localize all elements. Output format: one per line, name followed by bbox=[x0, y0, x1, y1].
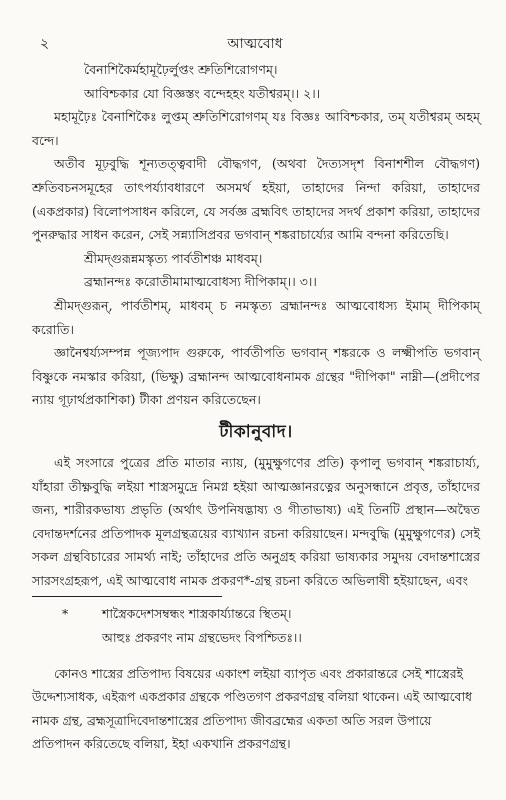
main-text bbox=[32, 58, 480, 592]
footnote-verse-line: আহুঃ প্রকরণং নাম গ্রন্থভেদং বিপশ্চিতঃ।। bbox=[102, 629, 302, 645]
footnote-verse-line: শাস্ত্রৈকদেশসম্বন্ধং শাস্ত্রকার্য্যান্তরে স্থিতম্। bbox=[102, 606, 292, 621]
page-header bbox=[32, 32, 478, 52]
bengali-explanation-paragraph: জ্ঞানৈশ্বর্য্যসম্পন্ন পূজ্যপাদ গুরুকে, পার্বতীপতি ভগবান্ শঙ্করকে ও লক্ষ্মীপতি ভগবান্ বিষ্ণুকে নমস্কার করিয়া, (ভিক্ষু) ব্রহ্মানন্দ আত্মবোধনামক গ্রন্থের "দীপিকা" নাম্নী—(প্রদীপের ন্যায় গূঢ়ার্থপ্রকাশিকা) টীকা প্রণয়ন করিতেছেন। bbox=[32, 345, 480, 408]
section-heading: টীকানুবাদ। bbox=[219, 421, 293, 442]
footnote-verse bbox=[62, 602, 480, 626]
footnote-divider bbox=[32, 596, 222, 597]
sanskrit-verse-3 bbox=[84, 247, 480, 294]
page-number: ২ bbox=[40, 36, 50, 52]
prose-order-paragraph: শ্রীমদ্‌গুরূন্, পার্বতীশম্, মাধবম্ চ নমস্কৃত্য ব্রহ্মানন্দঃ আত্মবোধস্য ইমাম্ দীপিকাম্ করোতি। bbox=[32, 297, 480, 337]
verse-line: ব্রহ্মানন্দঃ করোতীমামাত্মবোধস্য দীপিকাম্।। ৩।। bbox=[84, 274, 317, 290]
footnote-marker: * bbox=[62, 606, 69, 621]
footnote-text: কোনও শাস্ত্রের প্রতিপাদ্য বিষয়ের একাংশ লইয়া ব্যাপৃত এবং প্রকারান্তরে সেই শাস্ত্রেরই উদ্দেশ্যসাধক, এইরূপ একপ্রকার গ্রন্থকে পণ্ডিতগণ প্রকরণগ্রন্থ বলিয়া থাকেন। এই আত্মবোধ নামক গ্রন্থ, ব্রহ্মসূত্রাদিবেদান্তশাস্ত্রের প্রতিপাদ্য জীবব্রহ্মের একতা অতি সরল উপায়ে প্রতিপাদন করিতেছে বলিয়া, ইহা একখানি প্রকরণগ্রন্থ। bbox=[32, 665, 472, 752]
bengali-explanation-paragraph: অতীব মূঢ়বুদ্ধি শূন্যতত্ত্ববাদী বৌদ্ধগণ, (অথবা দৈত্যসদৃশ বিনাশশীল বৌদ্ধগণ) শ্রুতিবচনসমূহের তাৎপর্য্যাবধারণে অসমর্থ হইয়া, তাহাদের নিন্দা করিয়া, তাহাদের (একপ্রকার) বিলোপসাধন করিলে, যে সর্বজ্ঞ ব্রহ্মবিৎ তাহাদের সদর্থ প্রকাশ করিয়া, তাহাদের পুনরুদ্ধার সাধন করেন, সেই সন্ন্যাসিপ্রবর ভগবান্ শঙ্করাচার্য্যের আমি বন্দনা করিতেছি। bbox=[32, 156, 480, 243]
prose-order-paragraph: মহামূঢ়ৈঃ বৈনাশিকৈঃ লুপ্তম্ শ্রুতিশিরোগণম্ যঃ বিজ্ঞঃ আবিশ্চকার, তম্ যতীশ্বরম্ অহম্ বন্দে। bbox=[32, 109, 480, 148]
running-title: আত্মবোধ bbox=[227, 36, 283, 52]
verse-line: আবিশ্চকার যো বিজ্ঞস্তং বন্দেহহং যতীশ্বরম্।। ২।। bbox=[84, 85, 321, 101]
footnote bbox=[32, 602, 480, 768]
tika-paragraph: এই সংসারে পুত্রের প্রতি মাতার ন্যায়, (মুমুক্ষুগণের প্রতি) কৃপালু ভগবান্ শঙ্করাচার্য্য, যাঁহারা তীক্ষ্ণবুদ্ধি লইয়া শাস্ত্রসমুদ্রে নিমগ্ন হইয়া আত্মজ্ঞানরত্নের অনুসন্ধানে প্রবৃত্ত, তাঁহাদের জন্য, শারীরকভাষ্য প্রভৃতি (অর্থাৎ উপনিষদ্ভাষ্য ও গীতাভাষ্য) এই তিনটি প্রস্থান—অদ্বৈত বেদান্তদর্শনের প্রতিপাদক মূলগ্রন্থত্রয়ের ব্যাখ্যান রচনা করিয়াছেন। মন্দবুদ্ধি (মুমুক্ষুগণের) সেই সকল গ্রন্থবিচারের সামর্থ্য নাই; তাঁহাদের প্রতি অনুগ্রহ করিয়া ভাষ্যকার সমুদয় বেদান্তশাস্ত্রের সারসংগ্রহরূপ, এই আত্মবোধ নামক প্রকরণ*-গ্রন্থ রচনা করিতে অভিলাষী হইয়াছেন, এবং bbox=[32, 454, 480, 588]
verse-line: বৈনাশিকৈর্মহামূঢ়ৈর্লুপ্তং শ্রুতিশিরোগণম্। bbox=[84, 62, 278, 77]
verse-line: শ্রীমদ্‌গুরূন্নমস্কৃত্য পার্বতীশঞ্চ মাধবম্। bbox=[84, 250, 263, 266]
sanskrit-verse-2 bbox=[84, 58, 480, 105]
